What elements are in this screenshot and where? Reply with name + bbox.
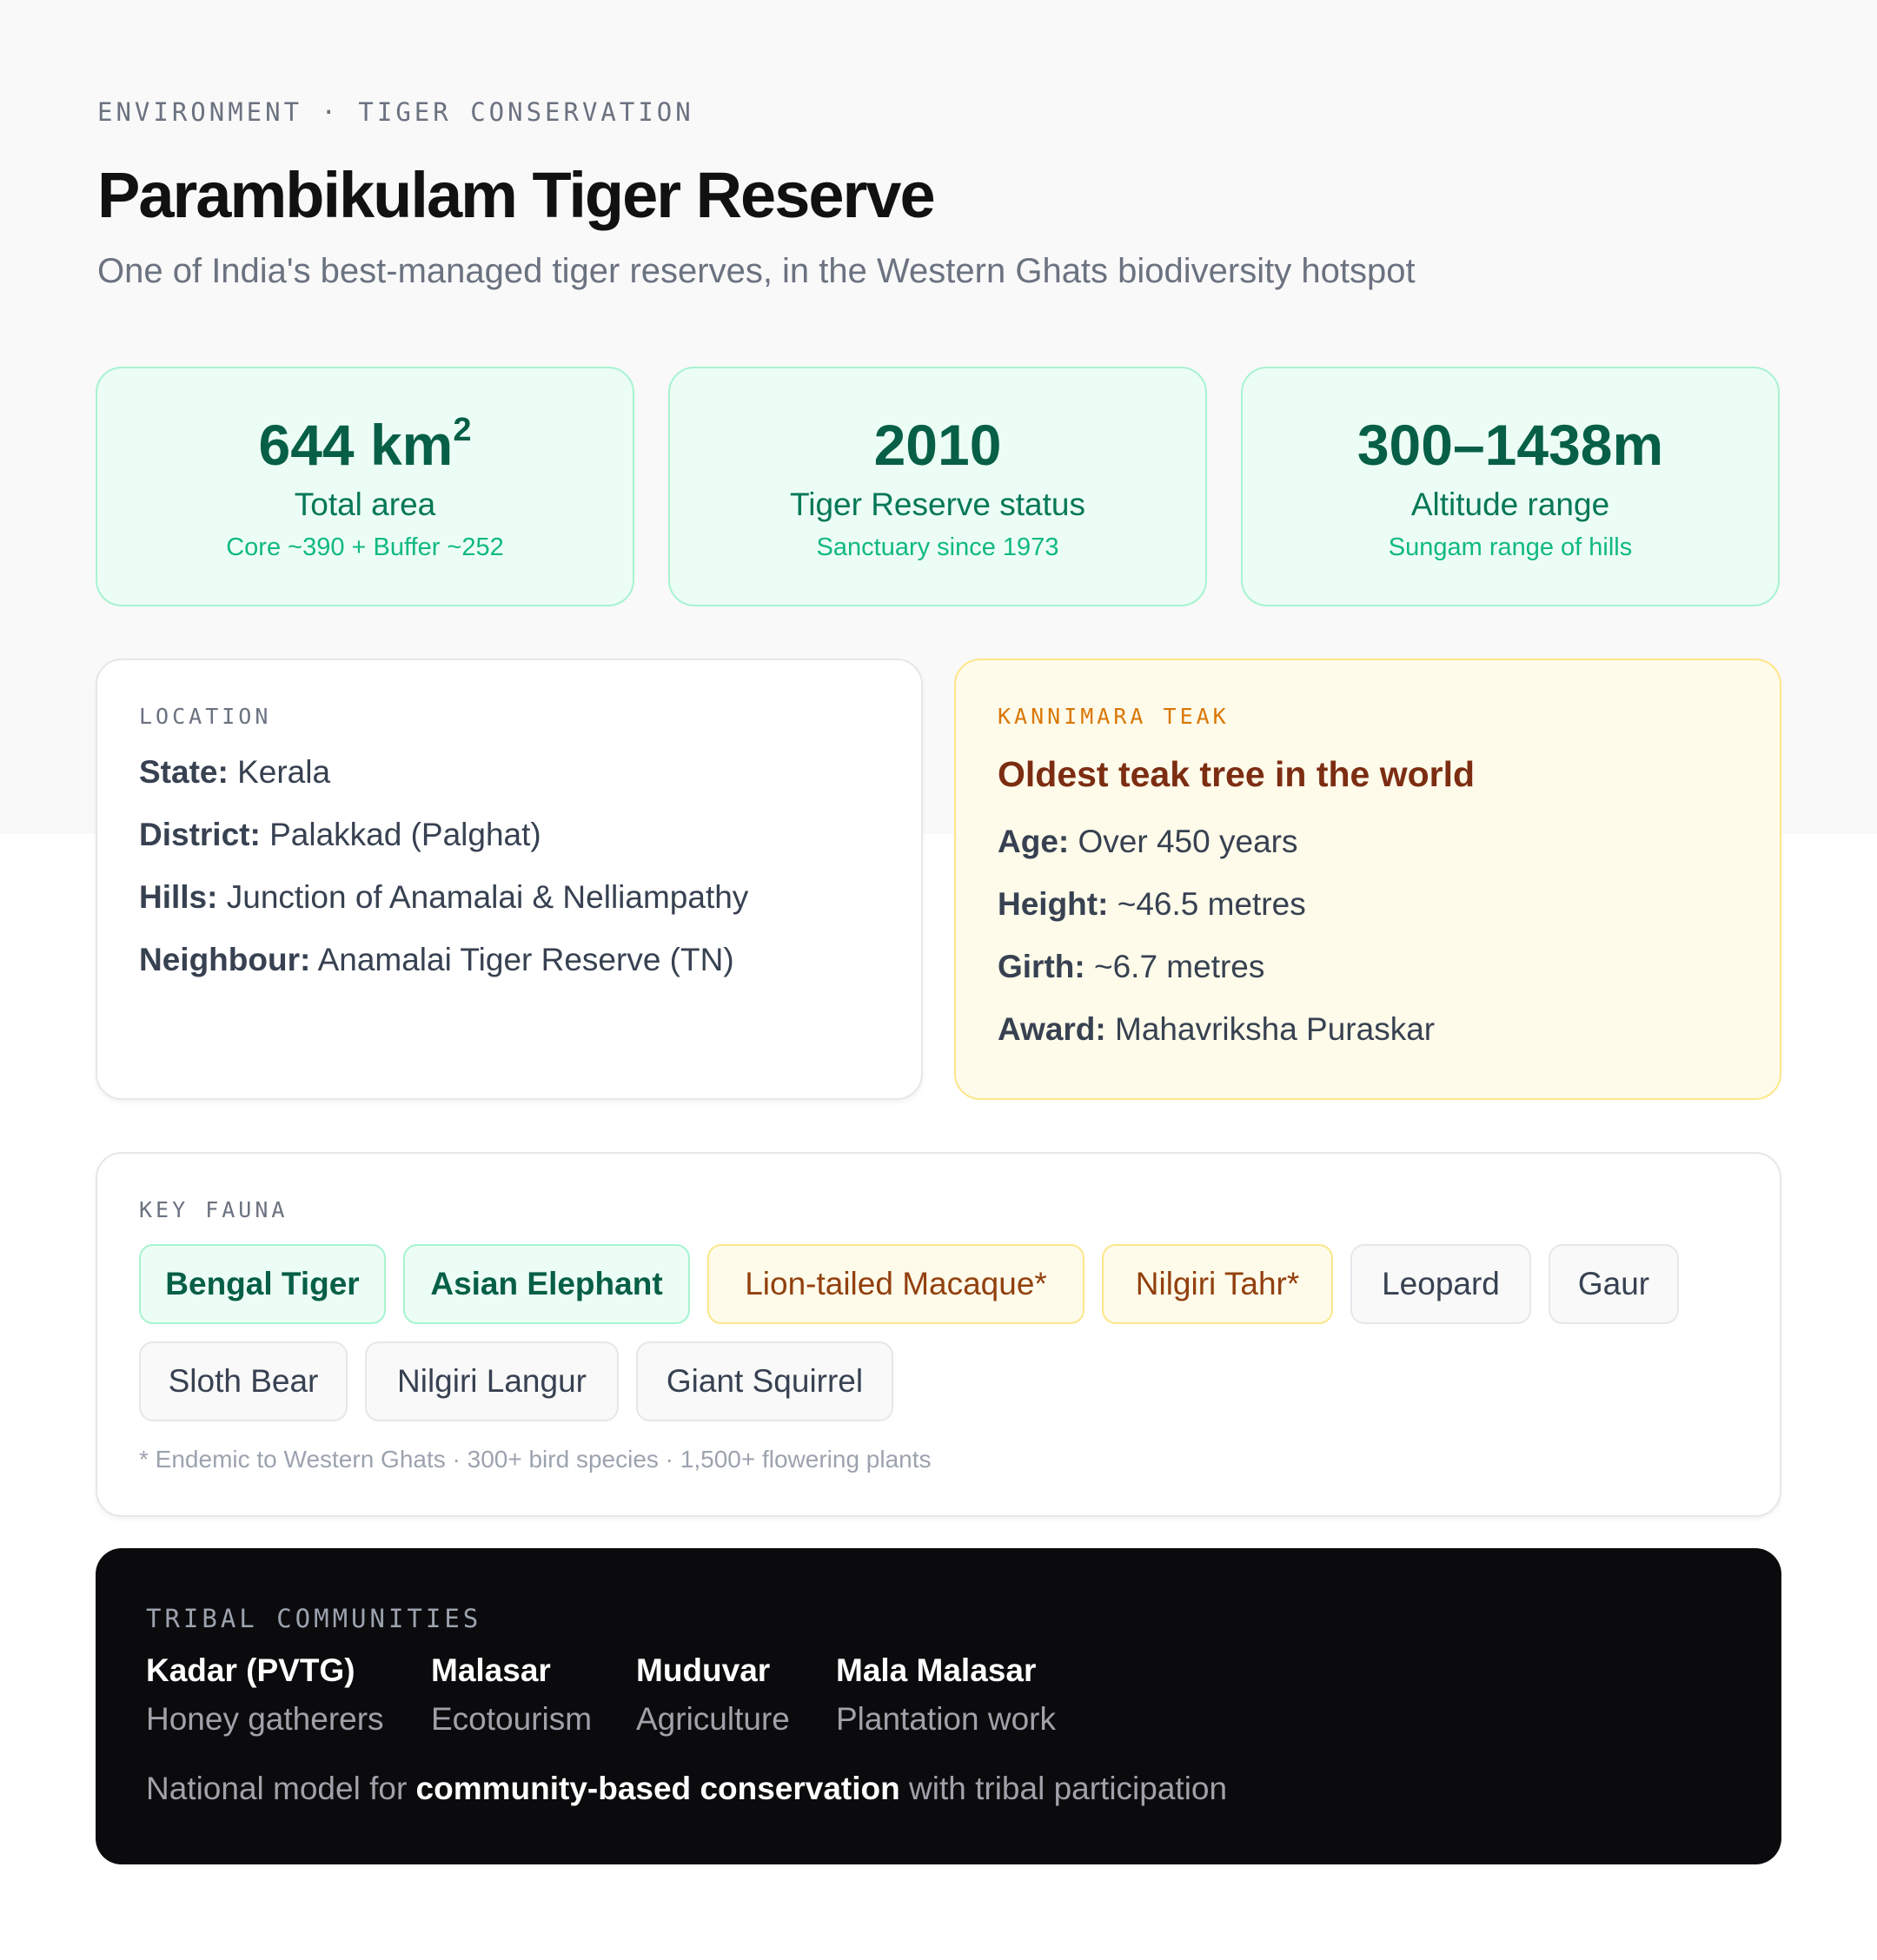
tribal-summary: National model for community-based conservation with tribal participation	[146, 1771, 1228, 1806]
tribe-role-mala-malasar: Plantation work	[836, 1701, 1056, 1737]
fauna-chip-giant-squirrel: Giant Squirrel	[636, 1341, 893, 1421]
location-row-hills: Hills: Junction of Anamalai & Nelliampathy	[139, 879, 749, 915]
fauna-chip-bengal-tiger: Bengal Tiger	[139, 1244, 386, 1324]
fauna-chip-nilgiri-langur: Nilgiri Langur	[365, 1341, 619, 1421]
teak-label: KANNIMARA TEAK	[998, 704, 1230, 729]
fauna-chip-lion-tailed-macaque: Lion-tailed Macaque*	[707, 1244, 1084, 1324]
location-row-state: State: Kerala	[139, 754, 331, 790]
key-fauna-panel	[96, 1152, 1781, 1517]
tribal-communities-panel	[96, 1548, 1781, 1864]
stat-value: 2010	[873, 413, 1002, 477]
stat-note: Core ~390 + Buffer ~252	[226, 533, 504, 561]
stat-card-reserve-status	[668, 367, 1207, 606]
tribe-name-kadar: Kadar (PVTG)	[146, 1652, 355, 1688]
fauna-chip-leopard: Leopard	[1350, 1244, 1531, 1324]
fauna-chip-sloth-bear: Sloth Bear	[139, 1341, 348, 1421]
kannimara-teak-panel	[954, 659, 1781, 1100]
stat-label: Total area	[294, 487, 436, 522]
fauna-chip-asian-elephant: Asian Elephant	[403, 1244, 690, 1324]
teak-row-girth: Girth: ~6.7 metres	[998, 949, 1265, 984]
teak-row-age: Age: Over 450 years	[998, 824, 1298, 859]
tribe-role-muduvar: Agriculture	[636, 1701, 790, 1737]
tribe-name-muduvar: Muduvar	[636, 1652, 771, 1688]
page-title: Parambikulam Tiger Reserve	[97, 159, 934, 231]
tribe-name-mala-malasar: Mala Malasar	[836, 1652, 1037, 1688]
tribe-role-malasar: Ecotourism	[431, 1701, 593, 1737]
teak-heading: Oldest teak tree in the world	[998, 754, 1476, 794]
stat-value: 300–1438m	[1356, 413, 1664, 477]
tribe-name-malasar: Malasar	[431, 1652, 551, 1688]
stat-value: 644 $km^2$	[258, 412, 472, 477]
stat-card-altitude	[1241, 367, 1780, 606]
fauna-label: KEY FAUNA	[139, 1197, 289, 1222]
stat-label: Altitude range	[1410, 487, 1610, 522]
stat-note: Sanctuary since 1973	[816, 533, 1059, 561]
location-row-neighbour: Neighbour: Anamalai Tiger Reserve (TN)	[139, 942, 734, 977]
page-subtitle: One of India's best-managed tiger reserves, in the Western Ghats biodiversity hotspot	[97, 252, 1416, 290]
stat-note: Sungam range of hills	[1388, 533, 1633, 561]
stat-label: Tiger Reserve status	[790, 487, 1085, 522]
teak-row-award: Award: Mahavriksha Puraskar	[998, 1011, 1436, 1047]
tribal-label: TRIBAL COMMUNITIES	[146, 1604, 482, 1633]
tribe-role-kadar: Honey gatherers	[146, 1701, 384, 1737]
fauna-chip-gaur: Gaur	[1549, 1244, 1679, 1324]
location-label: LOCATION	[139, 704, 272, 729]
teak-row-height: Height: ~46.5 metres	[998, 886, 1306, 922]
section-eyebrow: ENVIRONMENT · TIGER CONSERVATION	[97, 97, 694, 127]
fauna-footnote: * Endemic to Western Ghats · 300+ bird species · 1,500+ flowering plants	[139, 1446, 932, 1473]
location-row-district: District: Palakkad (Palghat)	[139, 817, 541, 852]
location-panel	[96, 659, 923, 1100]
stat-card-total-area	[96, 367, 634, 606]
fauna-chip-nilgiri-tahr: Nilgiri Tahr*	[1102, 1244, 1333, 1324]
